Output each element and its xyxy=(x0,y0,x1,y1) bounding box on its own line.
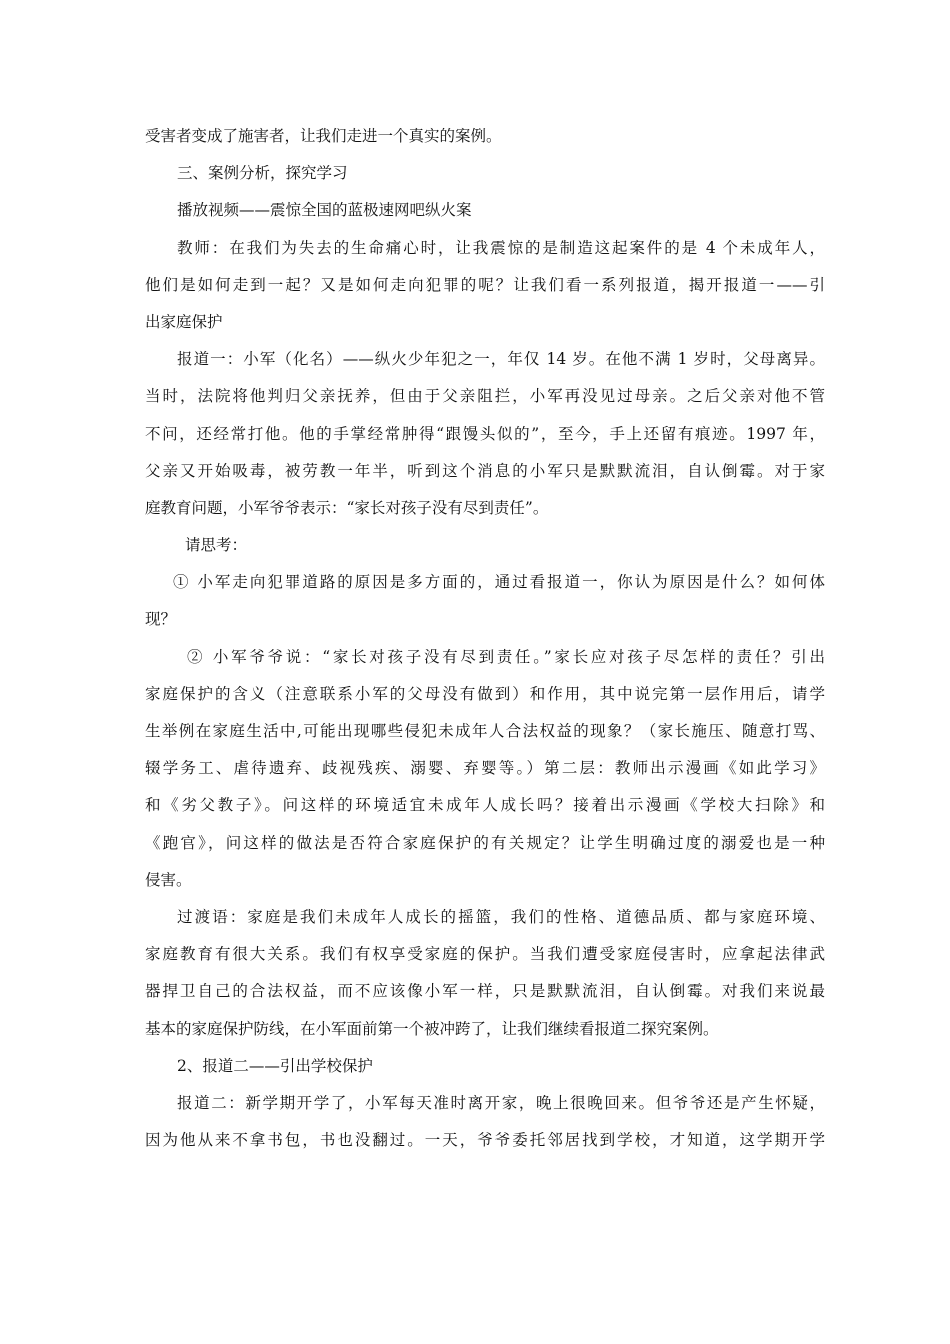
text-line-11: 庭教育问题，小军爷爷表示：“家长对孩子没有尽到责任”。 xyxy=(145,498,549,517)
text-line-21: 侵害。 xyxy=(145,870,192,889)
text-line-14: 现？ xyxy=(145,610,177,629)
text-line-27: 报道二：新学期开学了，小军每天准时离开家，晚上很晚回来。但爷爷还是产生怀疑， xyxy=(177,1093,825,1112)
text-line-24: 器捍卫自己的合法权益，而不应该像小军一样，只是默默流泪，自认倒霉。对我们来说最 xyxy=(145,982,825,1001)
text-line-16: 家庭保护的含义（注意联系小军的父母没有做到）和作用，其中说完第一层作用后，请学 xyxy=(145,684,825,703)
text-line-28: 因为他从来不拿书包，书也没翻过。一天，爷爷委托邻居找到学校，才知道，这学期开学 xyxy=(145,1131,825,1150)
text-line-18: 辍学务工、虐待遗弃、歧视残疾、溺婴、弃婴等。）第二层：教师出示漫画《如此学习》 xyxy=(145,759,825,778)
text-line-8: 当时，法院将他判归父亲抚养，但由于父亲阻拦，小军再没见过母亲。之后父亲对他不管 xyxy=(145,387,825,406)
section-heading-case-analysis: 三、案例分析，探究学习 xyxy=(177,164,348,183)
text-line-5: 他们是如何走到一起？又是如何走向犯罪的呢？让我们看一系列报道，揭开报道一——引 xyxy=(145,275,825,294)
text-line-15: ② 小军爷爷说：“家长对孩子没有尽到责任。”家长应对孩子尽怎样的责任？引出 xyxy=(187,647,825,666)
text-line-3: 播放视频——震惊全国的蓝极速网吧纵火案 xyxy=(177,201,472,220)
text-line-9: 不问，还经常打他。他的手掌经常肿得“跟馒头似的”，至今，手上还留有痕迹。1997 年， xyxy=(145,424,825,443)
document-page xyxy=(145,118,825,1159)
text-line-6: 出家庭保护 xyxy=(145,312,223,331)
section-heading-report-two: 2、报道二——引出学校保护 xyxy=(177,1056,373,1075)
text-line-10: 父亲又开始吸毒，被劳教一年半，听到这个消息的小军只是默默流泪，自认倒霉。对于家 xyxy=(145,461,825,480)
text-line-20: 《跑官》，问这样的做法是否符合家庭保护的有关规定？让学生明确过度的溺爱也是一种 xyxy=(145,833,825,852)
text-line-4: 教师：在我们为失去的生命痛心时，让我震惊的是制造这起案件的是 4 个未成年人， xyxy=(177,238,825,257)
text-line-12: 请思考： xyxy=(185,536,248,555)
text-line-23: 家庭教育有很大关系。我们有权享受家庭的保护。当我们遭受家庭侵害时，应拿起法律武 xyxy=(145,945,825,964)
text-line-17: 生举例在家庭生活中,可能出现哪些侵犯未成年人合法权益的现象？（家长施压、随意打骂、 xyxy=(145,722,825,740)
text-line-19: 和《劣父教子》。问这样的环境适宜未成年人成长吗？接着出示漫画《学校大扫除》和 xyxy=(145,796,825,815)
text-line-22: 过渡语：家庭是我们未成年人成长的摇篮，我们的性格、道德品质、都与家庭环境、 xyxy=(177,907,825,926)
text-line-1: 受害者变成了施害者，让我们走进一个真实的案例。 xyxy=(145,127,502,145)
text-line-7: 报道一：小军（化名）——纵火少年犯之一，年仅 14 岁。在他不满 1 岁时，父母离异。 xyxy=(177,350,825,369)
text-line-25: 基本的家庭保护防线，在小军面前第一个被冲跨了，让我们继续看报道二探究案例。 xyxy=(145,1019,719,1038)
text-line-13: ① 小军走向犯罪道路的原因是多方面的，通过看报道一，你认为原因是什么？如何体 xyxy=(173,573,825,592)
